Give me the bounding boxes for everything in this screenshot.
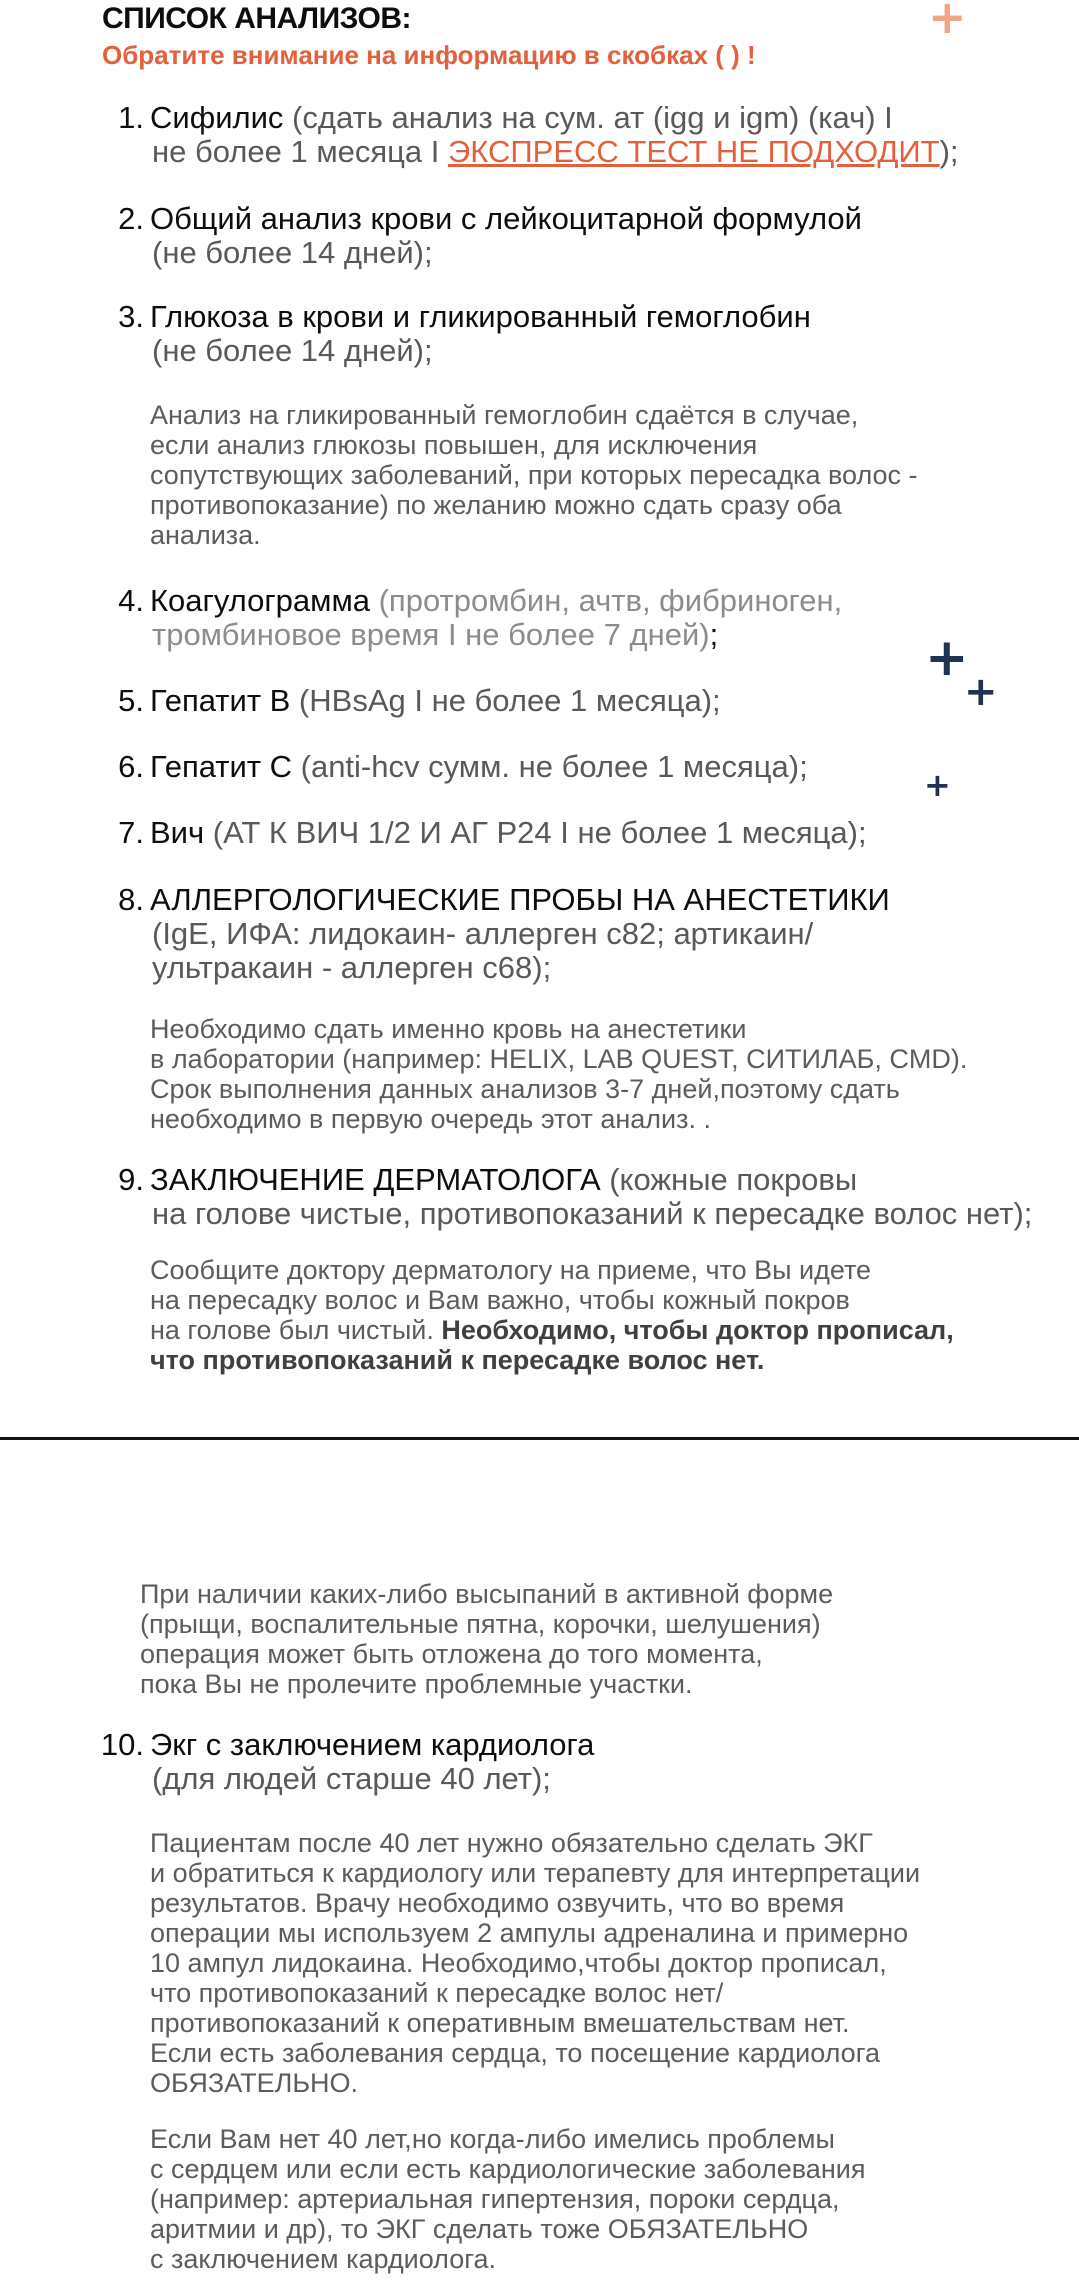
item-number: 2. — [118, 201, 144, 236]
item-desc: тромбиновое время I не более 7 дней) — [152, 617, 710, 652]
plus-icon: + — [928, 0, 967, 44]
item-number: 9. — [118, 1162, 144, 1197]
item-number: 1. — [118, 100, 144, 135]
item-desc: не более 1 месяца I — [152, 134, 448, 169]
item-title: Экг с заключением кардиолога — [150, 1727, 595, 1762]
item-title: ЗАКЛЮЧЕНИЕ ДЕРМАТОЛОГА — [150, 1162, 601, 1197]
item-desc: (АТ К ВИЧ 1/2 И АГ Р24 I не более 1 месяца); — [204, 815, 867, 850]
item-title: Гепатит С — [150, 749, 293, 784]
item-title: Общий анализ крови — [150, 201, 453, 236]
list-item — [100, 1727, 1050, 1796]
item-desc: (IgE, ИФА: лидокаин- аллерген с82; артикаин/ — [152, 916, 814, 951]
item-number: 7. — [118, 815, 144, 850]
plus-icon: + — [925, 628, 969, 688]
item-title: Гепатит В — [150, 683, 291, 718]
item-number: 4. — [118, 583, 144, 618]
glucose-note: Анализ на гликированный гемоглобин сдаётся в случае, если анализ глюкозы повышен, для исключения сопутствующих заболеваний, при которых пересадка волос - противопоказание) по желанию можно сдать сразу оба анализа. — [150, 400, 918, 550]
item-desc: (anti-hcv сумм. не более 1 месяца); — [292, 749, 808, 784]
item-number: 10. — [100, 1727, 144, 1762]
list-item — [118, 815, 1050, 850]
item-desc: (не более 14 дней); — [152, 235, 433, 270]
item-desc: ультракаин - аллерген с68); — [152, 950, 552, 985]
item-desc: на голове чистые, противопоказаний к пересадке волос нет); — [152, 1196, 1033, 1231]
item-desc: (HBsAg I не более 1 месяца); — [290, 683, 721, 718]
express-test-warning: ЭКСПРЕСС ТЕСТ НЕ ПОДХОДИТ — [448, 134, 940, 169]
list-item — [118, 683, 1050, 718]
item-desc: (для людей старше 40 лет); — [152, 1761, 551, 1796]
item-number: 6. — [118, 749, 144, 784]
item-title: Вич — [150, 815, 205, 850]
item-title: Глюкоза в крови и гликированный гемоглобин — [150, 299, 811, 334]
item-desc: (не более 14 дней); — [152, 333, 433, 368]
item-desc: (протромбин, ачтв, фибриноген, — [370, 583, 843, 618]
list-item — [118, 299, 1050, 368]
plus-icon: + — [964, 669, 998, 715]
page-subtitle: Обратите внимание на информацию в скобках ( ) ! — [102, 40, 756, 70]
allergy-note: Необходимо сдать именно кровь на анестетики в лаборатории (например: HELIX, LAB QUEST, СИТИЛАБ, CMD). Срок выполнения данных анализов 3-7 дней,поэтому сдать необходимо в первую очередь этот анализ. . — [150, 1014, 968, 1134]
page-title: СПИСОК АНАЛИЗОВ: — [102, 2, 412, 35]
list-item — [118, 201, 1050, 270]
item-desc: ); — [939, 134, 959, 169]
list-item — [118, 882, 1050, 985]
list-item — [118, 749, 1050, 784]
rash-note: При наличии каких-либо высыпаний в активной форме (прыщи, воспалительные пятна, корочки, шелушения) операция может быть отложена до того момента, пока Вы не пролечите проблемные участки. — [140, 1579, 834, 1699]
list-item — [118, 100, 1050, 169]
dermatologist-note: Сообщите доктору дерматологу на приеме, что Вы идете на пересадку волос и Вам важно, чтобы кожный покров на голове был чистый. Необходимо, чтобы доктор прописал, что противопоказаний к пересадке волос нет. — [150, 1255, 954, 1375]
item-title-tail: с лейкоцитарной формулой — [452, 201, 862, 236]
item-title: Сифилис — [150, 100, 284, 135]
item-title: АЛЛЕРГОЛОГИЧЕСКИЕ ПРОБЫ НА АНЕСТЕТИКИ — [150, 882, 890, 917]
plus-icon: + — [924, 766, 951, 804]
page-divider — [0, 1437, 1079, 1440]
ekg-under-40-note: Если Вам нет 40 лет,но когда-либо имелись проблемы с сердцем или если есть кардиологические заболевания (например: артериальная гипертензия, пороки сердца, аритмии и др), то ЭКГ сделать тоже ОБЯЗАТЕЛЬНО с заключением кардиолога. — [150, 2124, 866, 2274]
list-item: 4. Коагулограмма (протромбин, ачтв, фибриноген, тромбиновое время I не более 7 дней); — [150, 584, 1050, 652]
ekg-note: Пациентам после 40 лет нужно обязательно сделать ЭКГ и обратиться к кардиологу или терапевту для интерпретации результатов. Врачу необходимо озвучить, что во время операции мы используем 2 ампулы адреналина и примерно 10 ампул лидокаина. Необходимо,чтобы доктор прописал, что противопоказаний к пересадке волос нет/ противопоказаний к оперативным вмешательствам нет. Если есть заболевания сердца, то посещение кардиолога ОБЯЗАТЕЛЬНО. — [150, 1828, 921, 2098]
item-title: Коагулограмма — [150, 583, 370, 618]
item-desc: (кожные покровы — [600, 1162, 858, 1197]
item-number: 8. — [118, 882, 144, 917]
item-desc: (сдать анализ на сум. ат (igg и igm) (кач) I — [283, 100, 893, 135]
item-number: 3. — [118, 299, 144, 334]
list-item — [118, 1162, 1050, 1231]
item-number: 5. — [118, 683, 144, 718]
